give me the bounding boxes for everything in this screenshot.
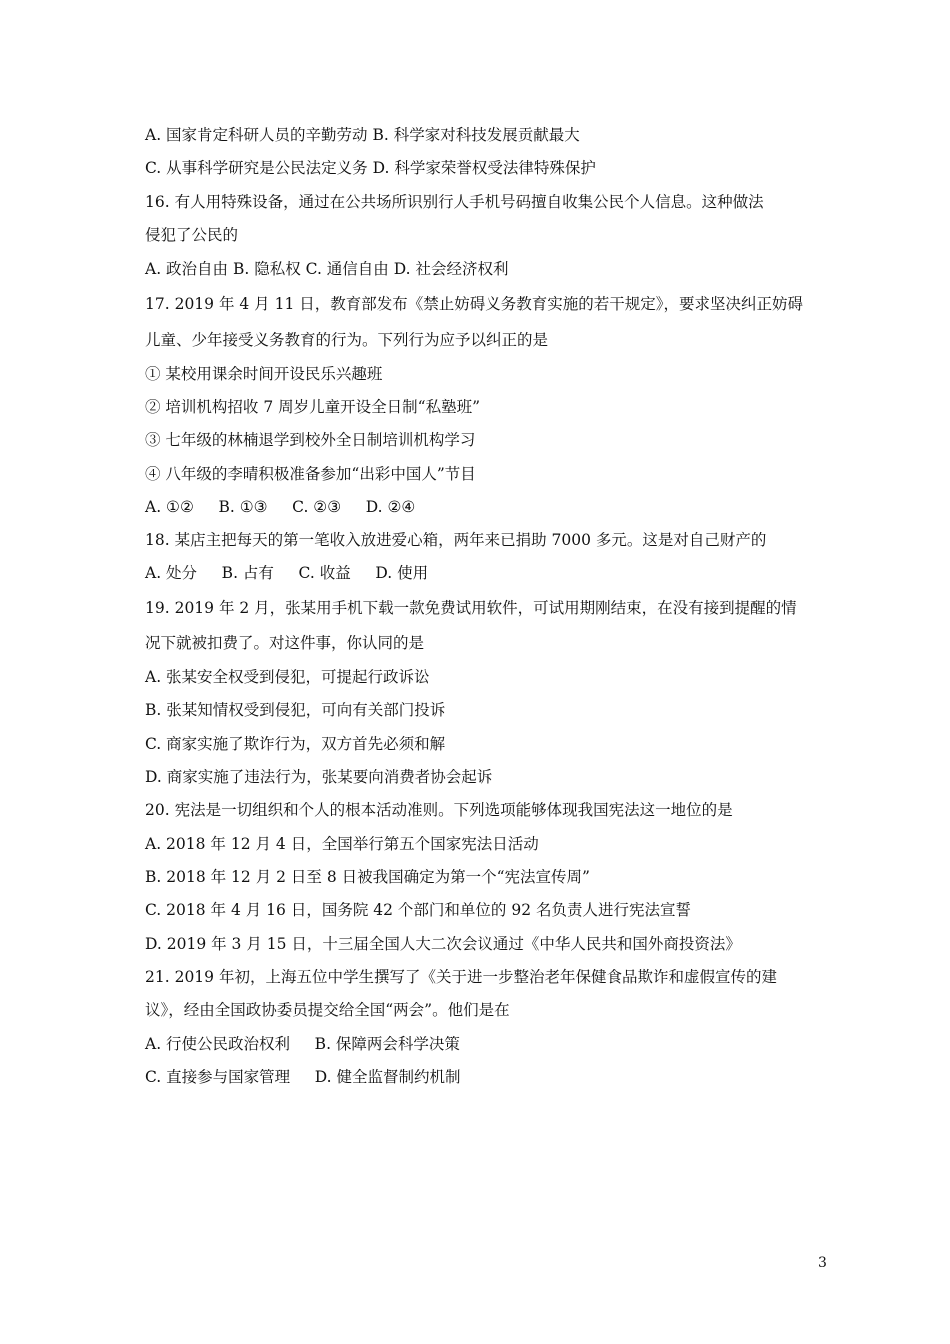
q21-options-ab: A. 行使公民政治权利 B. 保障两会科学决策: [145, 1035, 460, 1053]
q15-options-ab: A. 国家肯定科研人员的辛勤劳动 B. 科学家对科技发展贡献最大: [145, 126, 580, 144]
page-number: 3: [818, 1255, 827, 1271]
q20-option-c: C. 2018 年 4 月 16 日，国务院 42 个部门和单位的 92 名负责人进行宪法宣誓: [145, 901, 691, 919]
q17-item-2: ② 培训机构招收 7 周岁儿童开设全日制“私塾班”: [145, 398, 480, 416]
q19-option-d: D. 商家实施了违法行为，张某要向消费者协会起诉: [145, 768, 493, 786]
q17-stem-line2: 儿童、少年接受义务教育的行为。下列行为应予以纠正的是: [145, 331, 549, 349]
q21-stem-line1: 21. 2019 年初，上海五位中学生撰写了《关于进一步整治老年保健食品欺诈和虚假宣传的建: [145, 968, 777, 986]
q21-stem-line2: 议》，经由全国政协委员提交给全国“两会”。他们是在: [145, 1001, 510, 1019]
q17-stem-line1: 17. 2019 年 4 月 11 日，教育部发布《禁止妨碍义务教育实施的若干规定》，要求坚决纠正妨碍: [145, 295, 803, 313]
q17-options: A. ①② B. ①③ C. ②③ D. ②④: [145, 498, 416, 516]
q19-option-c: C. 商家实施了欺诈行为，双方首先必须和解: [145, 735, 446, 753]
q19-option-b: B. 张某知情权受到侵犯，可向有关部门投诉: [145, 701, 446, 719]
q17-item-4: ④ 八年级的李晴积极准备参加“出彩中国人”节目: [145, 465, 476, 483]
q20-option-d: D. 2019 年 3 月 15 日，十三届全国人大二次会议通过《中华人民共和国外商投资法》: [145, 935, 741, 953]
q19-stem-line1: 19. 2019 年 2 月，张某用手机下载一款免费试用软件，可试用期刚结束，在没有接到提醒的情: [145, 599, 797, 617]
q19-stem-line2: 况下就被扣费了。对这件事，你认同的是: [145, 634, 425, 652]
q18-stem: 18. 某店主把每天的第一笔收入放进爱心箱，两年来已捐助 7000 多元。这是对自己财产的: [145, 531, 767, 549]
q21-options-cd: C. 直接参与国家管理 D. 健全监督制约机制: [145, 1068, 461, 1086]
q20-stem: 20. 宪法是一切组织和个人的根本活动准则。下列选项能够体现我国宪法这一地位的是: [145, 801, 733, 819]
q17-item-3: ③ 七年级的林楠退学到校外全日制培训机构学习: [145, 431, 476, 449]
q16-options: A. 政治自由 B. 隐私权 C. 通信自由 D. 社会经济权利: [145, 260, 509, 278]
q16-stem-line2: 侵犯了公民的: [145, 226, 239, 244]
q20-option-a: A. 2018 年 12 月 4 日，全国举行第五个国家宪法日活动: [145, 835, 539, 853]
q19-option-a: A. 张某安全权受到侵犯，可提起行政诉讼: [145, 668, 430, 686]
q17-item-1: ① 某校用课余时间开设民乐兴趣班: [145, 365, 383, 383]
q16-stem-line1: 16. 有人用特殊设备，通过在公共场所识别行人手机号码擅自收集公民个人信息。这种做法: [145, 193, 764, 211]
q20-option-b: B. 2018 年 12 月 2 日至 8 日被我国确定为第一个“宪法宣传周”: [145, 868, 590, 886]
q15-options-cd: C. 从事科学研究是公民法定义务 D. 科学家荣誉权受法律特殊保护: [145, 159, 596, 177]
q18-options: A. 处分 B. 占有 C. 收益 D. 使用: [145, 564, 429, 582]
